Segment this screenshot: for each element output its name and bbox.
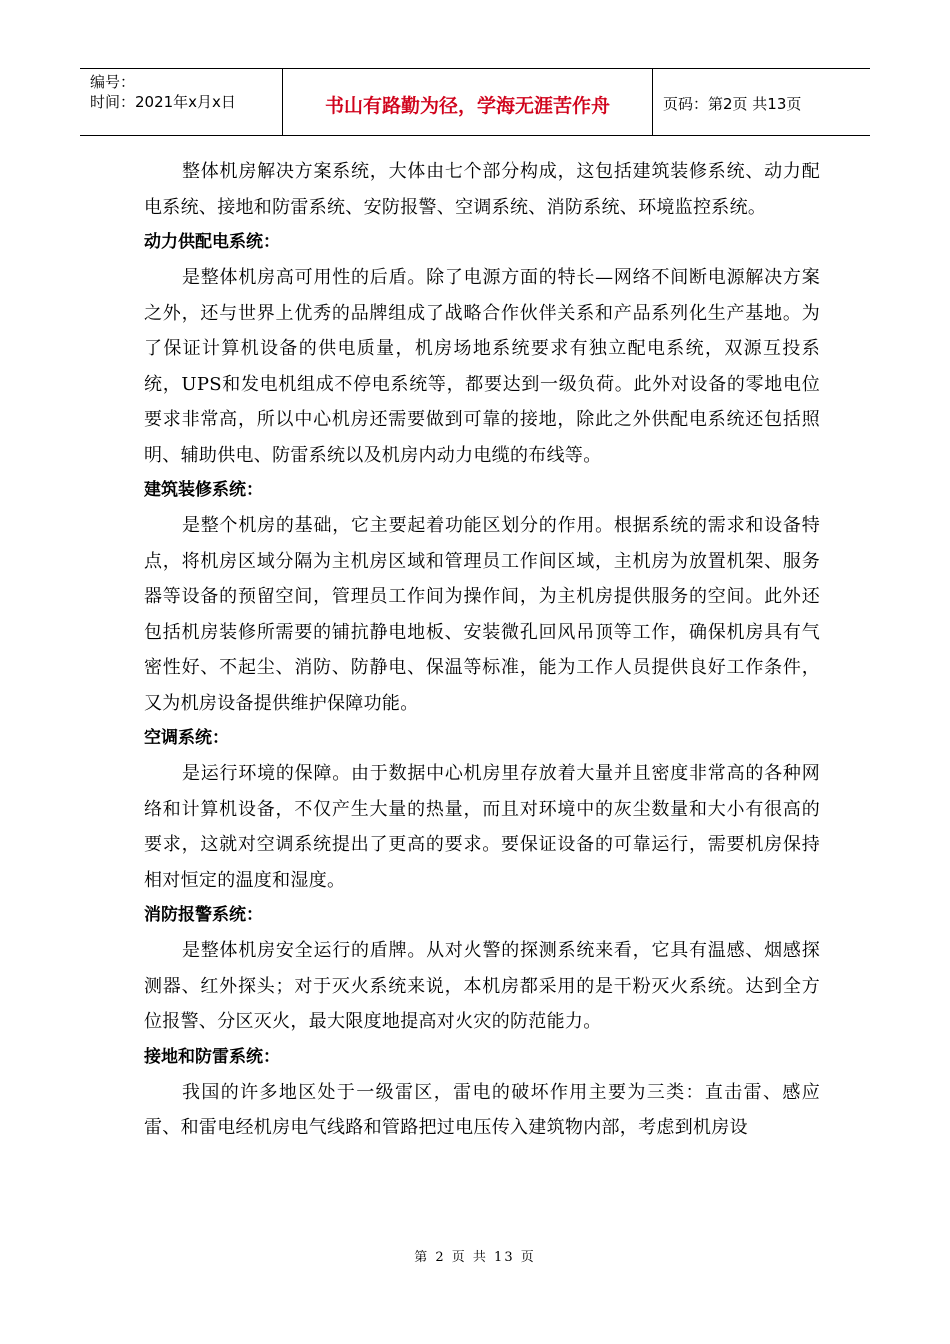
section-heading-fire: 消防报警系统： bbox=[144, 905, 263, 925]
header-meta-cell bbox=[80, 69, 283, 135]
section-paragraph-grounding: 我国的许多地区处于一级雷区，雷电的破坏作用主要为三类：直击雷、感应雷、和雷电经机房电气线路和管路把过电压传入建筑物内部，考虑到机房设 bbox=[144, 1081, 820, 1138]
section-heading-building: 建筑装修系统： bbox=[144, 480, 263, 500]
section-heading-grounding: 接地和防雷系统： bbox=[144, 1046, 280, 1067]
intro-paragraph: 整体机房解决方案系统，大体由七个部分构成，这包括建筑装修系统、动力配电系统、接地和防雷系统、安防报警、空调系统、消防系统、环境监控系统。 bbox=[144, 161, 820, 218]
section-paragraph-fire: 是整体机房安全运行的盾牌。从对火警的探测系统来看，它具有温感、烟感探测器、红外探头；对于灭火系统来说，本机房都采用的是干粉灭火系统。达到全方位报警、分区灭火，最大限度地提高对火灾的防范能力。 bbox=[144, 940, 820, 1032]
section-heading-aircon: 空调系统： bbox=[144, 728, 229, 748]
section-paragraph-aircon: 是运行环境的保障。由于数据中心机房里存放着大量并且密度非常高的各种网络和计算机设备，不仅产生大量的热量，而且对环境中的灰尘数量和大小有很高的要求，这就对空调系统提出了更高的要求。要保证设备的可靠运行，需要机房保持相对恒定的温度和湿度。 bbox=[144, 763, 820, 891]
section-paragraph-power: 是整体机房高可用性的后盾。除了电源方面的特长—网络不间断电源解决方案之外，还与世界上优秀的品牌组成了战略合作伙伴关系和产品系列化生产基地。为了保证计算机设备的供电质量，机房场地系统要求有独立配电系统，双源互投系统，UPS和发电机组成不停电系统等，都要达到一级负荷。此外对设备的零地电位要求非常高，所以中心机房还需要做到可靠的接地，除此之外供配电系统还包括照明、辅助供电、防雷系统以及机房内动力电缆的布线等。 bbox=[144, 267, 820, 466]
document-number-label: 编号： bbox=[90, 73, 136, 91]
header-motto: 书山有路勤为径，学海无涯苦作舟 bbox=[283, 69, 653, 135]
section-paragraph-building: 是整个机房的基础，它主要起着功能区划分的作用。根据系统的需求和设备特点，将机房区域分隔为主机房区域和管理员工作间区域，主机房为放置机架、服务器等设备的预留空间，管理员工作间为操作间，为主机房提供服务的空间。此外还包括机房装修所需要的铺抗静电地板、安装微孔回风吊顶等工作，确保机房具有气密性好、不起尘、消防、防静电、保温等标准，能为工作人员提供良好工作条件，又为机房设备提供维护保障功能。 bbox=[144, 515, 820, 714]
document-date-label: 时间：2021年x月x日 bbox=[90, 93, 236, 111]
document-header bbox=[80, 68, 870, 136]
document-body bbox=[144, 154, 820, 1146]
header-page-info: 页码：第2页 共13页 bbox=[663, 94, 802, 113]
section-heading-power: 动力供配电系统： bbox=[144, 232, 280, 252]
page-footer: 第 2 页 共 13 页 bbox=[414, 1250, 536, 1265]
